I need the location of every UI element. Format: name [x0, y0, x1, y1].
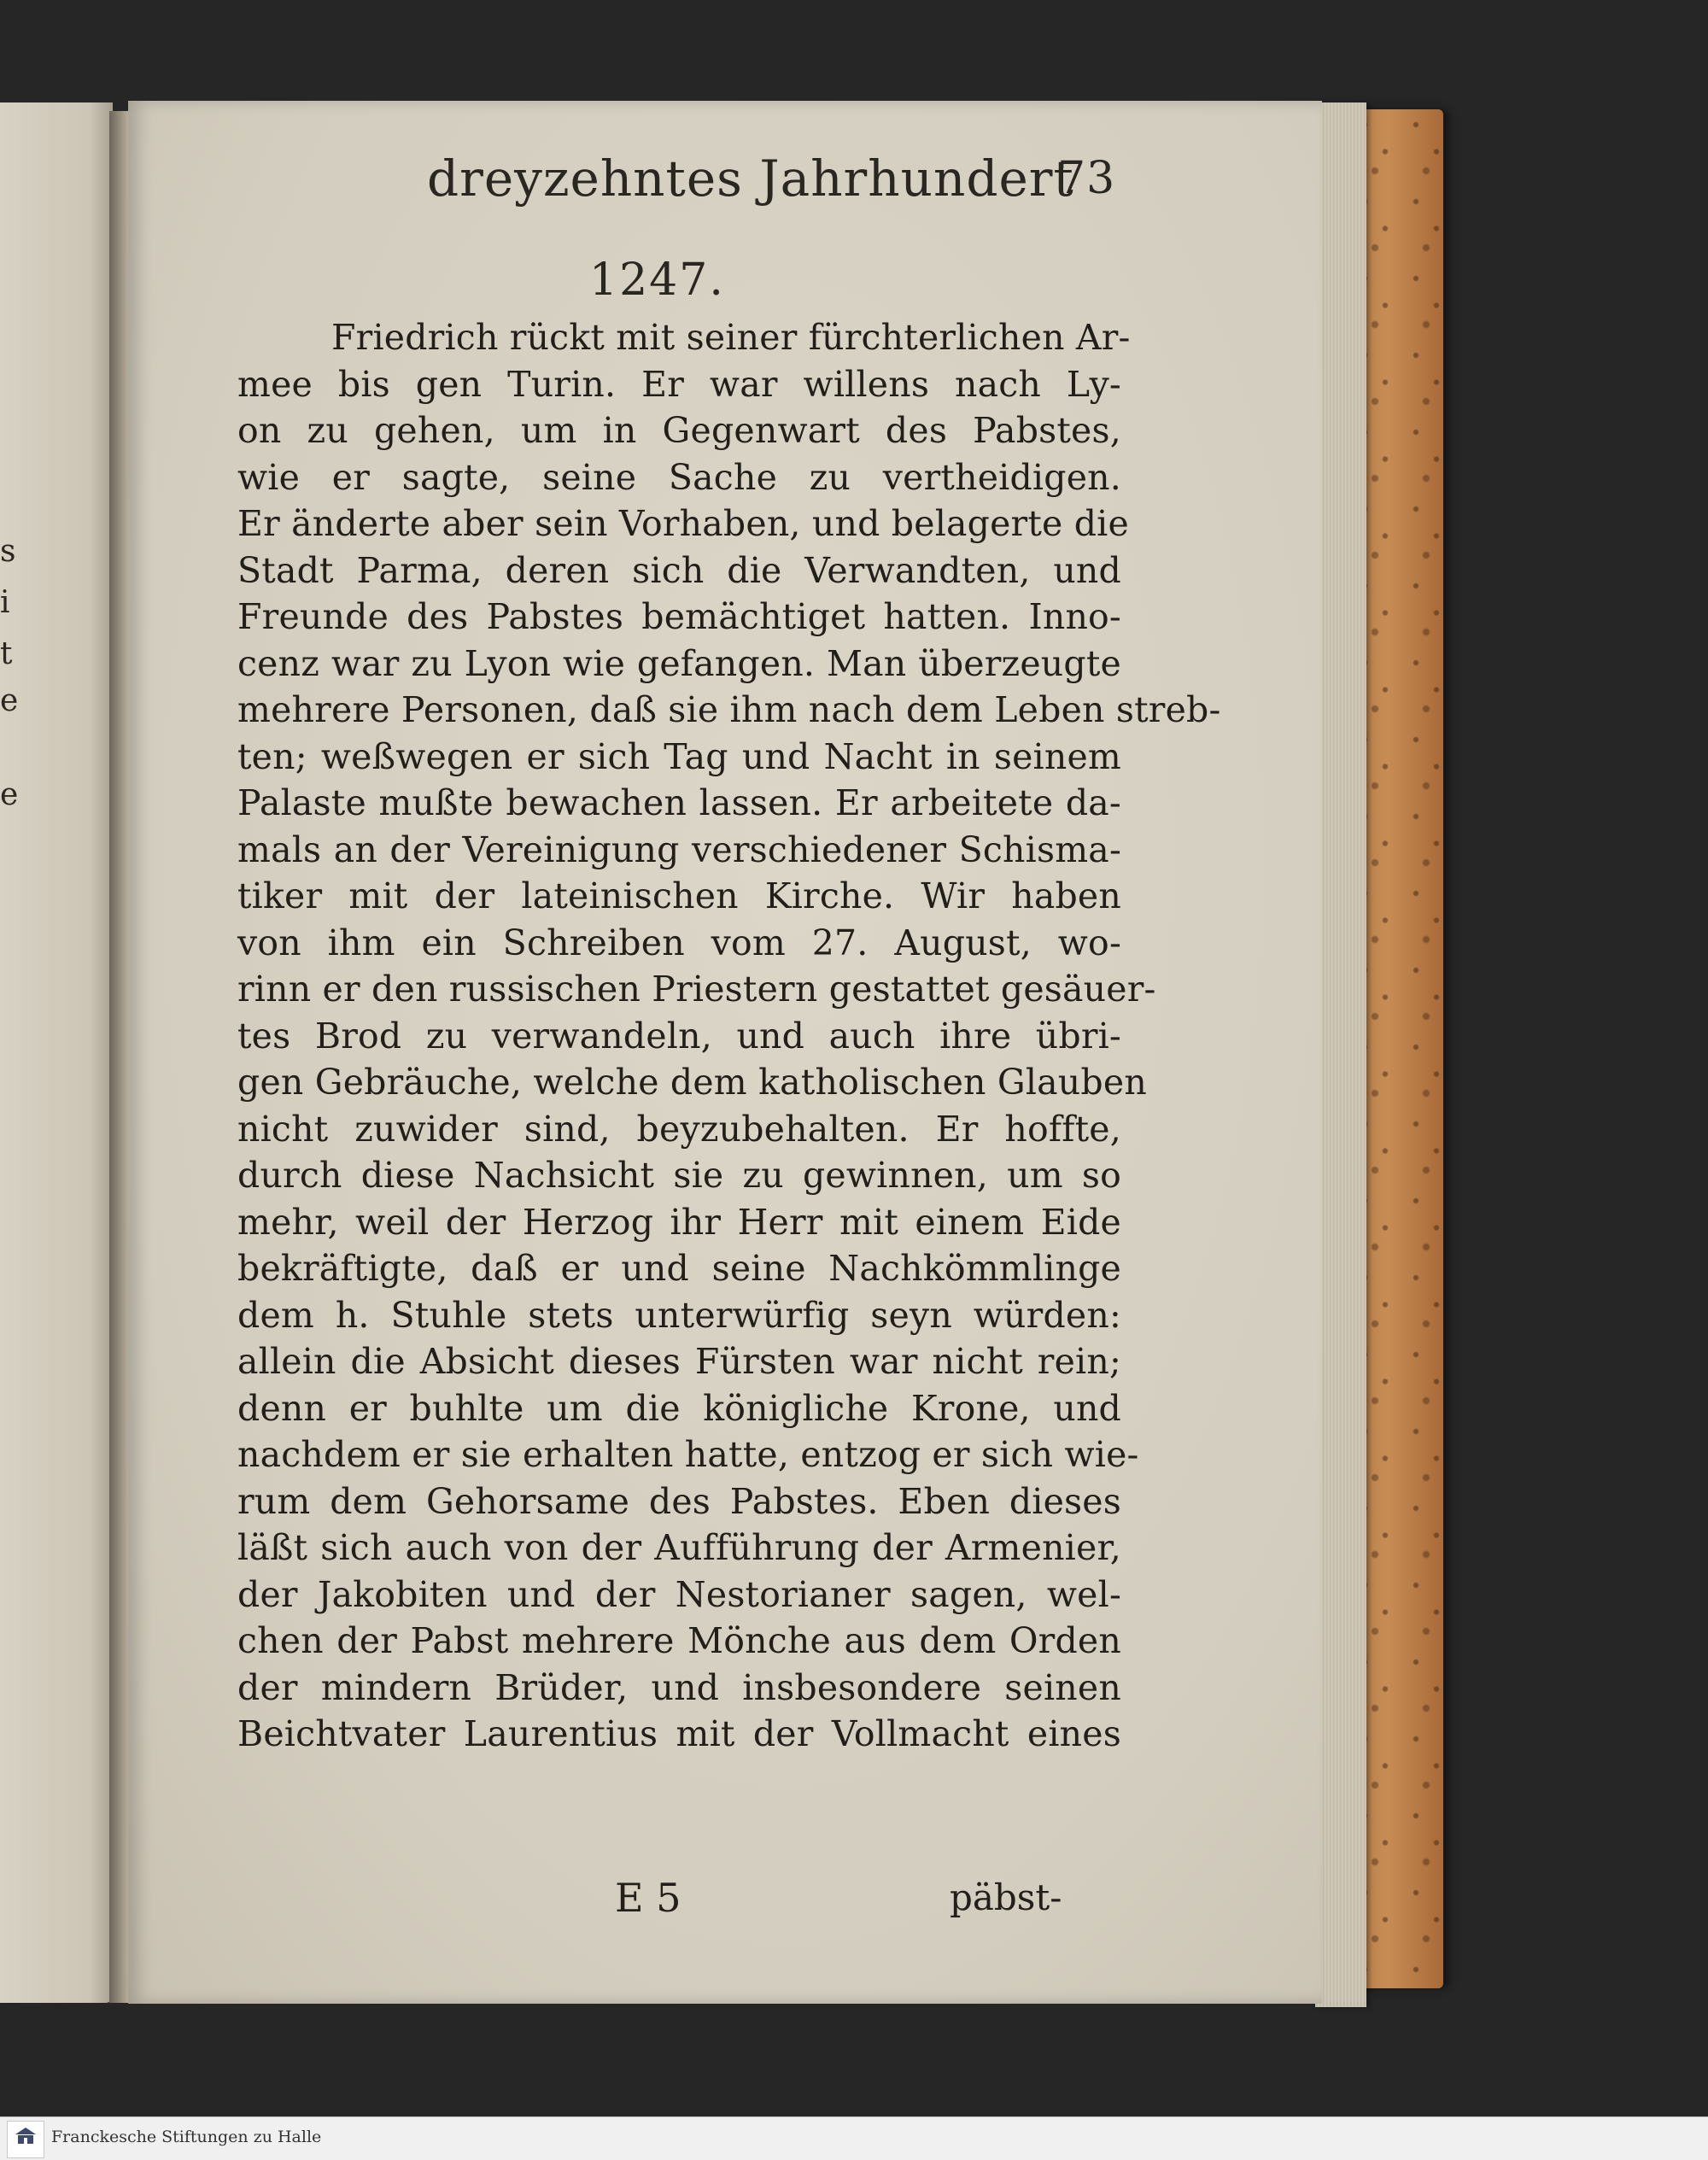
text-line: mehrere Personen, daß sie ihm nach dem Leben streb- — [237, 689, 1221, 730]
text-line: von ihm ein Schreiben vom 27. August, wo- — [237, 922, 1121, 963]
text-line: cenz war zu Lyon wie gefangen. Man überzeugte — [237, 642, 1121, 684]
text-line: nachdem er sie erhalten hatte, entzog er sich wie- — [237, 1434, 1139, 1475]
left-page-fragment: i — [0, 585, 10, 620]
left-page — [0, 102, 113, 2003]
running-head — [299, 149, 1153, 226]
signature-mark: E 5 — [615, 1875, 681, 1921]
text-line: rum dem Gehorsame des Pabstes. Eben dieses — [237, 1480, 1121, 1522]
body-text — [237, 314, 1221, 1758]
text-line: tiker mit der lateinischen Kirche. Wir haben — [237, 875, 1121, 916]
text-line: läßt sich auch von der Aufführung der Armenier, — [237, 1527, 1121, 1568]
left-page-fragment: t — [0, 636, 13, 671]
text-line: tes Brod zu verwandeln, und auch ihre übri- — [237, 1015, 1121, 1057]
text-line: allein die Absicht dieses Fürsten war nicht rein; — [237, 1341, 1121, 1382]
text-line: mals an der Vereinigung verschiedener Schisma- — [237, 828, 1121, 870]
page-footer — [615, 1875, 1127, 1926]
left-page-fragment: s — [0, 534, 16, 569]
text-line: rinn er den russischen Priestern gestattet gesäuer- — [237, 969, 1156, 1010]
text-line: chen der Pabst mehrere Mönche aus dem Orden — [237, 1620, 1121, 1661]
year-heading: 1247. — [589, 255, 725, 306]
text-line: der Jakobiten und der Nestorianer sagen, wel- — [237, 1573, 1121, 1615]
text-line: dem h. Stuhle stets unterwürfig seyn würden: — [237, 1294, 1121, 1336]
text-line: gen Gebräuche, welche dem katholischen Glauben — [237, 1062, 1147, 1103]
text-line: mehr, weil der Herzog ihr Herr mit einem Eide — [237, 1201, 1121, 1243]
text-line: der mindern Brüder, und insbesondere seinen — [237, 1666, 1121, 1708]
text-line: durch diese Nachsicht sie zu gewinnen, um so — [237, 1155, 1121, 1196]
text-line: bekräftigte, daß er und seine Nachkömmlinge — [237, 1248, 1121, 1289]
institution-name: Franckesche Stiftungen zu Halle — [51, 2128, 322, 2146]
text-line: Er änderte aber sein Vorhaben, und belagerte die — [237, 503, 1129, 544]
running-head-title: dreyzehntes Jahrhundert — [427, 149, 1074, 208]
text-line: mee bis gen Turin. Er war willens nach Ly- — [237, 363, 1121, 405]
catchword: päbst- — [950, 1876, 1062, 1918]
page-number: 73 — [1057, 153, 1116, 204]
text-line: denn er buhlte um die königliche Krone, und — [237, 1387, 1121, 1429]
text-line: Palaste mußte bewachen lassen. Er arbeitete da- — [237, 782, 1121, 823]
text-line: Stadt Parma, deren sich die Verwandten, und — [237, 549, 1121, 591]
institution-logo-icon — [7, 2121, 44, 2158]
left-page-fragment: e — [0, 777, 19, 812]
text-line: Beichtvater Laurentius mit der Vollmacht eines — [237, 1713, 1121, 1754]
text-line: Friedrich rückt mit seiner fürchterlichen Ar- — [331, 317, 1131, 358]
text-line: Freunde des Pabstes bemächtiget hatten. Inno- — [237, 596, 1121, 637]
text-line: wie er sagte, seine Sache zu vertheidigen. — [237, 456, 1121, 498]
text-line: ten; weßwegen er sich Tag und Nacht in seinem — [237, 735, 1121, 777]
left-page-fragment: e — [0, 683, 19, 718]
text-line: nicht zuwider sind, beyzubehalten. Er hoffte, — [237, 1108, 1121, 1150]
text-line: on zu gehen, um in Gegenwart des Pabstes, — [237, 410, 1121, 451]
institution-bar — [0, 2116, 1708, 2160]
page-block-edge — [1315, 102, 1366, 2007]
